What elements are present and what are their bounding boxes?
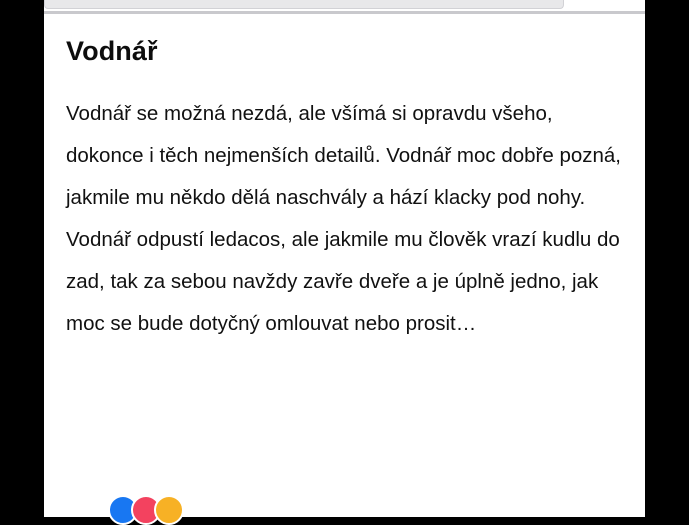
reactions-row[interactable] bbox=[108, 495, 177, 525]
top-partial-card-inner bbox=[44, 0, 564, 9]
article-content bbox=[44, 14, 645, 345]
article-body-text: Vodnář se možná nezdá, ale všímá si opravdu všeho, dokonce i těch nejmenších detailů. Vodnář moc dobře pozná, jakmile mu někdo dělá naschvály a hází klacky pod nohy. Vodnář odpustí ledacos, ale jakmile mu člověk vrazí kudlu do zad, tak za sebou navždy zavře dveře a je úplně jedno, jak moc se bude dotyčný omlouvat nebo prosit… bbox=[66, 102, 621, 335]
right-gutter bbox=[645, 0, 689, 517]
care-reaction-icon bbox=[154, 495, 184, 525]
article-card bbox=[44, 14, 645, 517]
left-gutter bbox=[0, 0, 44, 517]
page-title: Vodnář bbox=[66, 36, 158, 66]
